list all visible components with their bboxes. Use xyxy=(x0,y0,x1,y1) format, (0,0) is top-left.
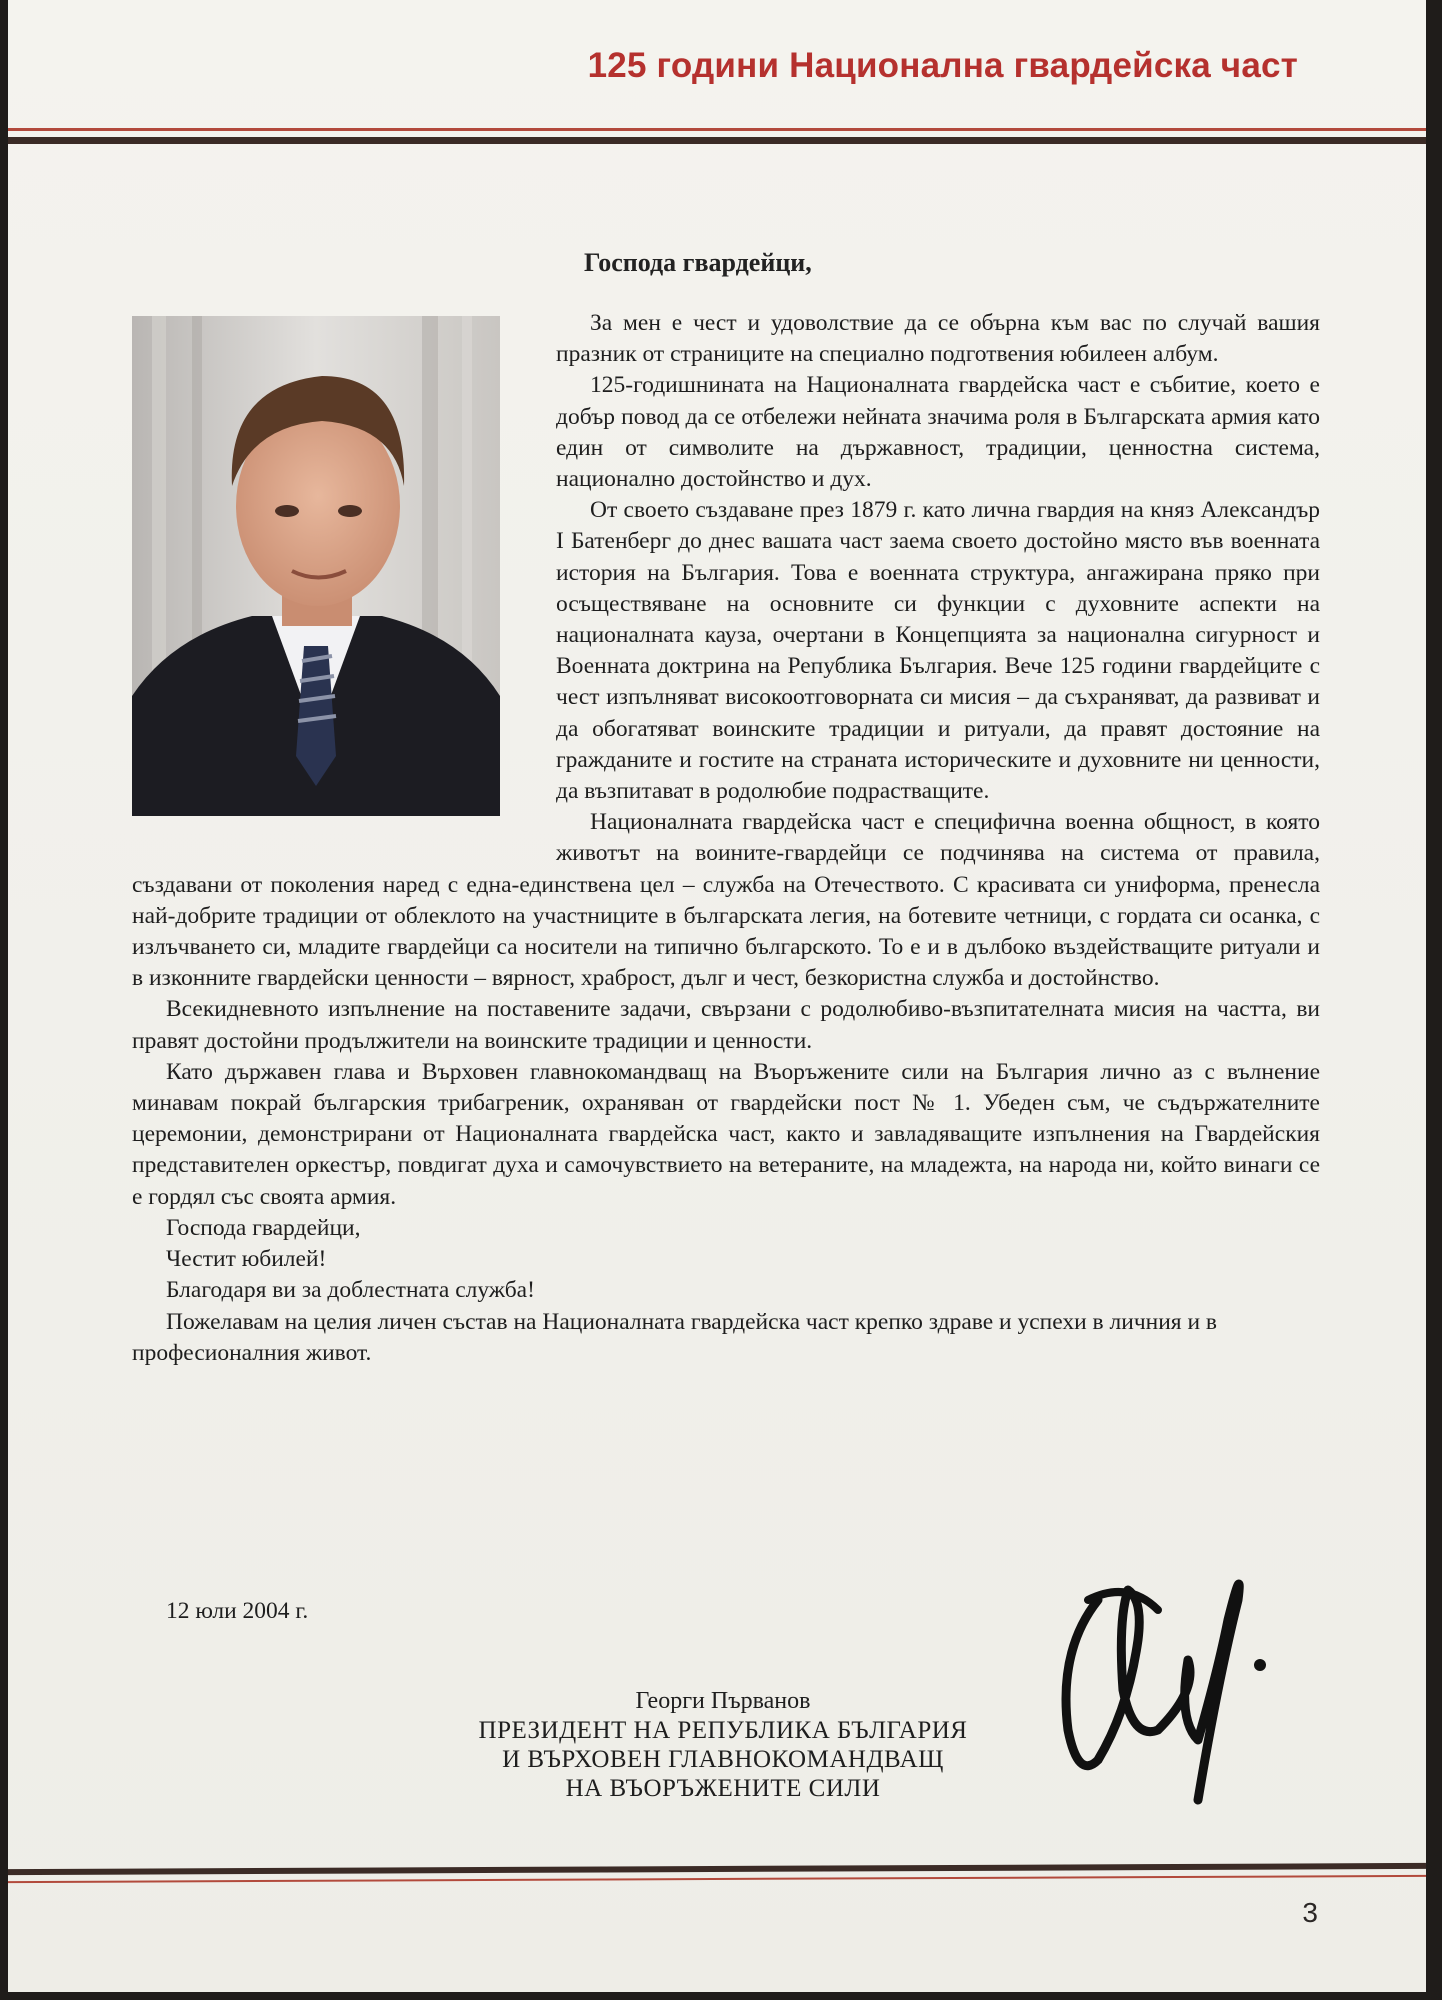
closing-line: Пожелавам на целия личен състав на Националната гвардейска част крепко здраве и успехи в личния и в професионалния живот. xyxy=(132,1308,1218,1366)
album-page xyxy=(8,0,1426,1992)
letter-paragraph: Като държавен глава и Върховен главнокомандващ на Въоръжените сили на България лично аз с вълнение минавам покрай българския трибагреник, охраняван от гвардейски пост № 1. Убеден съм, че съдържателните церемонии, демонстрирани от Националната гвардейска част, както и завладяващите изпълнения на Гвардейския представителен оркестър, повдигат духа и самочувствието на ветераните, на младежта, на народа ни, който винаги се е гордял със своята армия. xyxy=(132,1058,1320,1210)
letter-paragraph: Всекидневното изпълнение на поставените задачи, свързани с родолюбиво-възпитателната мисия на частта, ви правят достойни продължители на воинските традиции и ценности. xyxy=(132,996,1320,1054)
page-number: 3 xyxy=(1302,1897,1318,1928)
signer-name: Георги Първанов xyxy=(635,1688,811,1714)
closing-line: Благодаря ви за доблестната служба! xyxy=(166,1277,535,1304)
letter-body xyxy=(132,308,1320,1369)
letter-salutation: Господа гвардейци, xyxy=(584,248,812,277)
signature-block xyxy=(408,1686,1038,1803)
handwritten-signature xyxy=(1048,1540,1288,1840)
signer-title-line: ПРЕЗИДЕНТ НА РЕПУБЛИКА БЪЛГАРИЯ xyxy=(478,1717,968,1744)
footer-rule-dark xyxy=(8,1863,1426,1875)
closing-line: Честит юбилей! xyxy=(166,1246,327,1273)
portrait-space xyxy=(132,308,556,850)
letter-paragraph: Националната гвардейска част е специфична военна общност, в която животът на воините-гвардейци се подчинява на система от правила, създавани от поколения наред с една-единствена цел – служба на Отечеството. С красивата си униформа, пренесла най-добрите традиции от облеклото на участниците в българската легия, на ботевите четници, с гордата си осанка, с излъчването си, младите гвардейци са носители на типично българското. То е и в дълбоко въздействащите ритуали и в изконните гвардейски ценности – вярност, храброст, дълг и чест, безкористна служба и достойнство. xyxy=(132,809,1320,992)
footer-rule-red xyxy=(8,1875,1426,1883)
closing-line: Господа гвардейци, xyxy=(166,1214,361,1241)
letter-closing xyxy=(132,1213,1320,1369)
letter-paragraph: От своето създаване през 1879 г. като лична гвардия на княз Александър I Батенберг до днес вашата част заема своето достойно място във военната история на България. Това е военната структура, ангажирана пряко при осъществяване на основните си функции с духовните аспекти на националната кауза, очертани в Концепцията за национална сигурност и Военната доктрина на Република България. Вече 125 години гвардейците с чест изпълняват високоотговорната си мисия – да съхраняват, да развиват и да обогатяват воинските традиции и ритуали, да правят достояние на гражданите и гостите на страната историческите и духовните ни ценности, да възпитават в родолюбие подрастващите. xyxy=(556,497,1320,805)
album-title: 125 години Национална гвардейска част xyxy=(587,46,1298,85)
header-rule-red xyxy=(8,128,1426,131)
signer-title-line: И ВЪРХОВЕН ГЛАВНОКОМАНДВАЩ xyxy=(502,1746,944,1773)
letter-date: 12 юли 2004 г. xyxy=(166,1598,309,1624)
signer-title-line: НА ВЪОРЪЖЕНИТЕ СИЛИ xyxy=(565,1775,881,1802)
letter-paragraph: За мен е чест и удоволствие да се обърна към вас по случай вашия празник от страниците на специално подготвения юбилеен албум. xyxy=(556,310,1320,368)
letter-paragraph: 125-годишнината на Националната гвардейска част е събитие, което е добър повод да се отбележи нейната значима роля в Българската армия като един от символите на държавност, традиции, ценностна система, национално достойнство и дух. xyxy=(556,372,1320,493)
header-rule-dark xyxy=(8,137,1426,144)
